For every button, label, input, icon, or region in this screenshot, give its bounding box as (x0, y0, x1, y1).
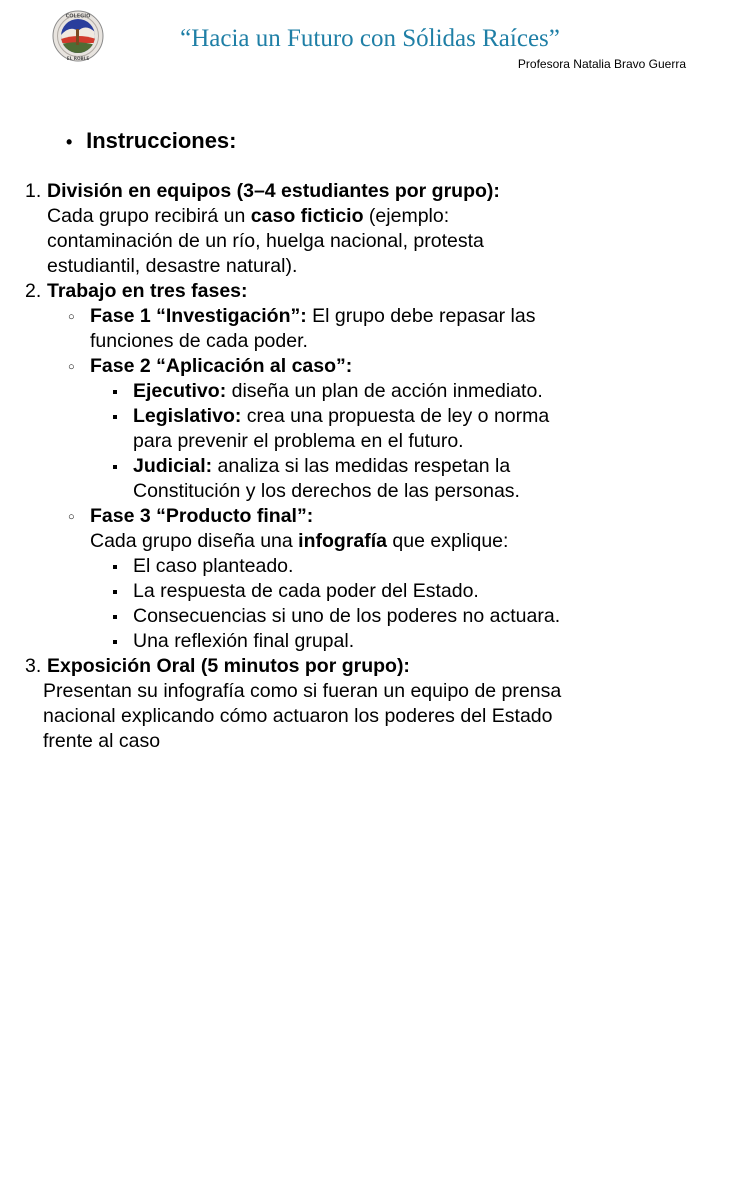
item-title: Exposición Oral (5 minutos por grupo): (47, 655, 410, 677)
text-segment: Una reflexión final grupal. (133, 630, 355, 652)
fase-1 (0, 304, 729, 354)
item-number: 3. (25, 655, 42, 677)
sub-bullet-caso (0, 554, 729, 579)
item-text-line: Presentan su infografía como si fueran un equipo de prensa (43, 680, 562, 702)
text-segment: Cada grupo recibirá un (47, 205, 251, 227)
text-segment: La respuesta de cada poder del Estado. (133, 580, 479, 602)
text-segment: Constitución y los derechos de las personas. (133, 480, 520, 502)
bold-segment: Fase 2 “Aplicación al caso”: (90, 355, 353, 377)
item-number: 2. (25, 280, 42, 302)
text-segment: El caso planteado. (133, 555, 294, 577)
square-bullet-icon (113, 565, 117, 569)
sub-bullet-consecuencias (0, 604, 729, 629)
sub-bullet-legislativo (0, 404, 729, 454)
sub-bullet-reflexion (0, 629, 729, 654)
text-segment: El grupo debe repasar las (306, 305, 536, 327)
text-segment: analiza si las medidas respetan la (212, 455, 511, 477)
logo-text-bottom: EL ROBLE (66, 56, 90, 61)
instructions-list (0, 179, 729, 754)
circle-bullet-icon: ○ (68, 311, 75, 323)
square-bullet-icon (113, 415, 117, 419)
circle-bullet-icon: ○ (68, 511, 75, 523)
bold-segment: Ejecutivo: (133, 380, 227, 402)
square-bullet-icon (113, 590, 117, 594)
square-bullet-icon (113, 465, 117, 469)
sub-bullet-respuesta (0, 579, 729, 604)
item-text-line: nacional explicando cómo actuaron los poderes del Estado (43, 705, 553, 727)
square-bullet-icon (113, 615, 117, 619)
teacher-name: Profesora Natalia Bravo Guerra (517, 57, 686, 71)
text-segment: funciones de cada poder. (90, 330, 308, 352)
school-motto: “Hacia un Futuro con Sólidas Raíces” (180, 25, 560, 52)
item-title: Trabajo en tres fases: (47, 280, 248, 302)
list-item-trabajo (0, 279, 729, 654)
square-bullet-icon (113, 640, 117, 644)
bold-segment: caso ficticio (250, 205, 364, 227)
heading-bullet: • (66, 132, 73, 152)
item-text-line (47, 204, 729, 229)
bold-segment: infografía (298, 530, 388, 552)
sub-bullet-judicial (0, 454, 729, 504)
circle-bullet-icon: ○ (68, 361, 75, 373)
text-segment: (ejemplo: (363, 205, 450, 227)
list-item-exposicion (0, 654, 729, 754)
text-segment: Cada grupo diseña una (90, 530, 299, 552)
section-heading (66, 127, 237, 156)
fase-3 (0, 504, 729, 554)
square-bullet-icon (113, 390, 117, 394)
school-crest-icon (52, 9, 104, 63)
item-text-line: contaminación de un río, huelga nacional, protesta (47, 230, 484, 252)
text-segment: que explique: (387, 530, 509, 552)
logo-text-top: COLEGIO (65, 13, 91, 20)
item-text-line: frente al caso (43, 730, 161, 752)
text-segment: crea una propuesta de ley o norma (241, 405, 550, 427)
bold-segment: Legislativo: (133, 405, 242, 427)
sub-bullet-ejecutivo (0, 379, 729, 404)
text-segment: para prevenir el problema en el futuro. (133, 430, 464, 452)
list-item-division (0, 179, 729, 279)
item-text-line: estudiantil, desastre natural). (47, 255, 298, 277)
text-segment: diseña un plan de acción inmediato. (226, 380, 543, 402)
fase-2 (0, 354, 729, 379)
item-number: 1. (25, 180, 42, 202)
bold-segment: Fase 3 “Producto final”: (90, 505, 314, 527)
bold-segment: Fase 1 “Investigación”: (90, 305, 307, 327)
text-segment: Consecuencias si uno de los poderes no actuara. (133, 605, 561, 627)
bold-segment: Judicial: (133, 455, 213, 477)
item-title: División en equipos (3–4 estudiantes por grupo): (47, 180, 500, 202)
heading-title: Instrucciones: (86, 128, 237, 153)
